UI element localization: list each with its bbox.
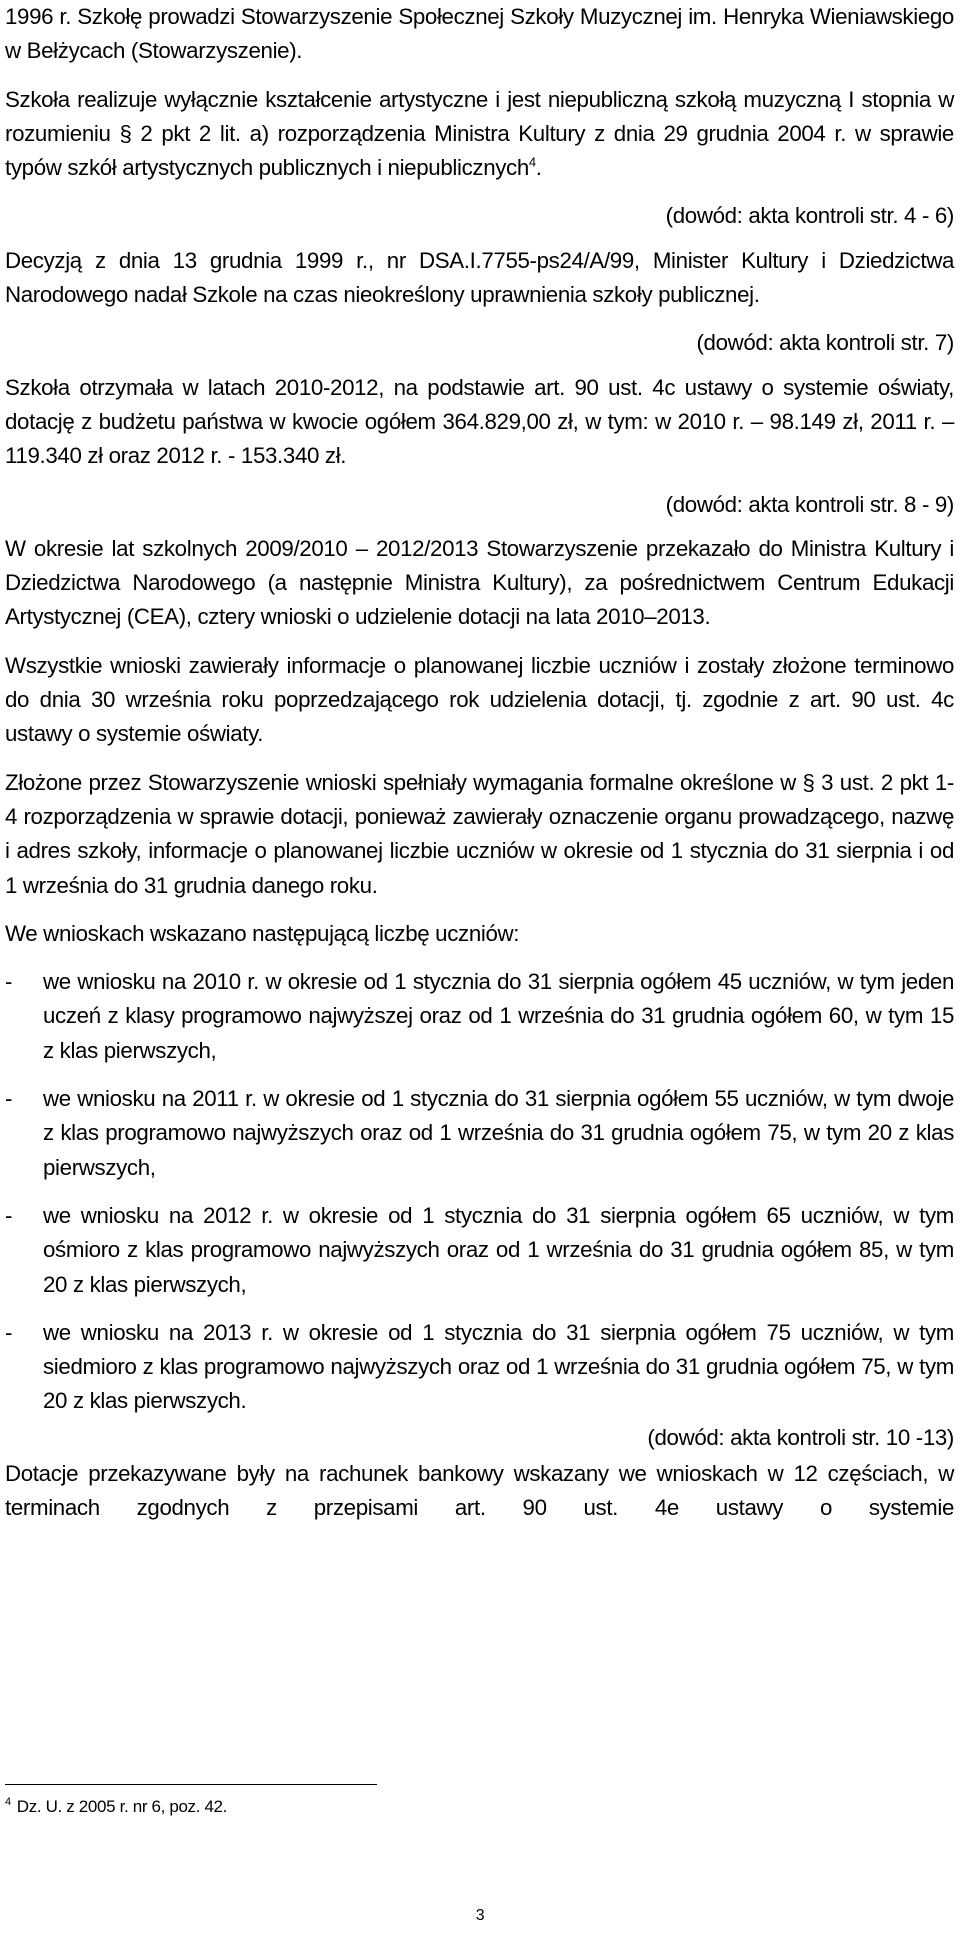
list-dash: - xyxy=(5,1086,13,1112)
list-item xyxy=(5,1199,954,1302)
evidence-reference-2: (dowód: akta kontroli str. 7) xyxy=(696,330,954,356)
list-item-text: we wniosku na 2010 r. w okresie od 1 stycznia do 31 sierpnia ogółem 45 uczniów, w tym jeden uczeń z klasy programowo najwyższej oraz od 1 września do 31 grudnia ogółem 60, w tym 15 z klas pierwszych, xyxy=(43,969,954,1063)
footnote-separator xyxy=(5,1784,377,1785)
paragraph-school-type xyxy=(5,83,954,186)
paragraph-association: 1996 r. Szkołę prowadzi Stowarzyszenie Społecznej Szkoły Muzycznej im. Henryka Wieniawskiego w Bełżycach (Stowarzyszenie). xyxy=(5,4,954,64)
list-dash: - xyxy=(5,1319,13,1345)
list-item xyxy=(5,965,954,1068)
list-item xyxy=(5,1316,954,1419)
evidence-reference-3: (dowód: akta kontroli str. 8 - 9) xyxy=(665,491,954,517)
list-dash: - xyxy=(5,969,13,995)
paragraph-applications-content: Wszystkie wnioski zawierały informacje o planowanej liczbie uczniów i zostały złożone terminowo do dnia 30 września roku poprzedzającego rok udzielenia dotacji, tj. zgodnie z art. 90 ust. 4c ustawy o systemie oświaty. xyxy=(5,652,954,747)
list-item-text: we wniosku na 2012 r. w okresie od 1 stycznia do 31 sierpnia ogółem 65 uczniów, w tym ośmioro z klas programowo najwyższych oraz od 1 września do 31 grudnia ogółem 85, w tym 20 z klas pierwszych, xyxy=(43,1202,954,1297)
list-item-text: we wniosku na 2013 r. w okresie od 1 stycznia do 31 sierpnia ogółem 75 uczniów, w tym siedmioro z klas programowo najwyższych oraz od 1 września do 31 grudnia ogółem 75, w tym 20 z klas pierwszych. xyxy=(43,1319,954,1414)
paragraph-subsidy: Szkoła otrzymała w latach 2010-2012, na podstawie art. 90 ust. 4c ustawy o systemie oświaty, dotację z budżetu państwa w kwocie ogółem 364.829,00 zł, w tym: w 2010 r. – 98.149 zł, 2011 r. – 119.340 zł oraz 2012 r. - 153.340 zł. xyxy=(5,374,954,469)
paragraph-formal-requirements: Złożone przez Stowarzyszenie wnioski spełniały wymagania formalne określone w § 3 ust. 2 pkt 1-4 rozporządzenia w sprawie dotacji, ponieważ zawierały oznaczenie organu prowadzącego, nazwę i adres szkoły, informacje o planowanej liczbie uczniów w okresie od 1 stycznia do 31 sierpnia i od 1 września do 31 grudnia danego roku. xyxy=(5,769,954,898)
footnote-text: Dz. U. z 2005 r. nr 6, poz. 42. xyxy=(16,1797,228,1816)
paragraph-school-type-text: Szkoła realizuje wyłącznie kształcenie artystyczne i jest niepubliczną szkołą muzyczną I stopnia w rozumieniu § 2 pkt 2 lit. a) rozporządzenia Ministra Kultury z dnia 29 grudnia 2004 r. w sprawie typów szkół artystycznych publicznych i niepublicznych xyxy=(5,86,954,181)
list-item xyxy=(5,1082,954,1185)
footnote-mark: 4 xyxy=(5,1796,11,1809)
list-item-text: we wniosku na 2011 r. w okresie od 1 stycznia do 31 sierpnia ogółem 55 uczniów, w tym dwoje z klas programowo najwyższych oraz od 1 września do 31 grudnia ogółem 75, w tym 20 z klas pierwszych, xyxy=(43,1086,954,1180)
evidence-reference-4: (dowód: akta kontroli str. 10 -13) xyxy=(647,1424,954,1450)
paragraph-student-numbers-intro: We wnioskach wskazano następującą liczbę uczniów: xyxy=(5,920,520,946)
student-numbers-list xyxy=(5,965,954,1419)
footnote-reference: 4 xyxy=(528,154,536,170)
paragraph-decision: Decyzją z dnia 13 grudnia 1999 r., nr DSA.I.7755-ps24/A/99, Minister Kultury i Dziedzictwa Narodowego nadał Szkole na czas nieokreślony uprawnienia szkoły publicznej. xyxy=(5,247,954,308)
paragraph-applications: W okresie lat szkolnych 2009/2010 – 2012/2013 Stowarzyszenie przekazało do Ministra Kultury i Dziedzictwa Narodowego (a następnie Ministra Kultury), za pośrednictwem Centrum Edukacji Artystycznej (CEA), cztery wnioski o udzielenie dotacji na lata 2010–2013. xyxy=(5,535,954,630)
footnote xyxy=(5,1796,227,1818)
paragraph-school-type-end: . xyxy=(535,155,542,181)
paragraph-transfers: Dotacje przekazywane były na rachunek bankowy wskazany we wnioskach w 12 częściach, w terminach zgodnych z przepisami art. 90 ust. 4e ustawy o systemie xyxy=(5,1460,954,1521)
evidence-reference-1: (dowód: akta kontroli str. 4 - 6) xyxy=(665,203,954,229)
page-number: 3 xyxy=(475,1907,485,1924)
list-dash: - xyxy=(5,1202,13,1228)
